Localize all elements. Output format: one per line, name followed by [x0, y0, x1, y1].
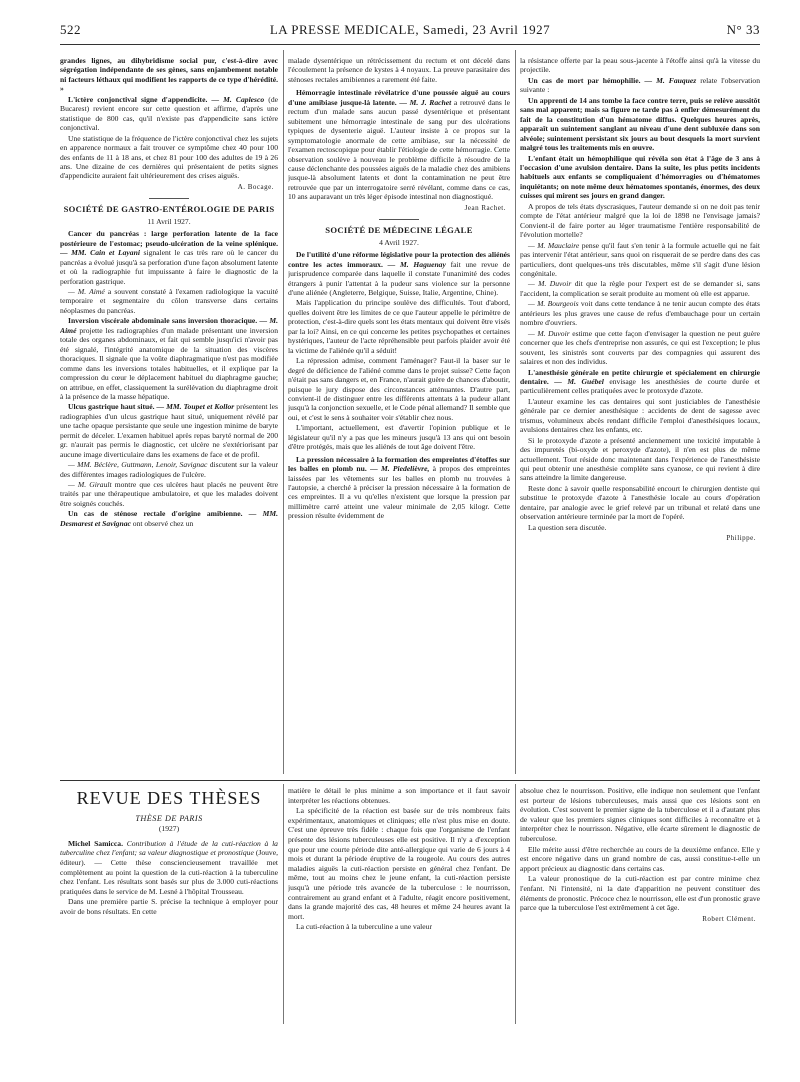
column-2 [288, 56, 510, 776]
paragraph: grandes lignes, au dihybridisme social pur, c'est-à-dire avec ségrégation indépendante de ses gènes, sans enjambement notable ni facteurs léthaux qui modifient les rapports de ce type d'hérédité. » [60, 56, 278, 94]
paragraph: Un apprenti de 14 ans tombe la face contre terre, puis se relève aussitôt sans mal apparent; mais sa figure ne tarde pas à enfler démesurément du fait de la constitution d'un hématome diffus. Quelques heures après, apparaît un suintement sanglant au niveau d'une dent subluxée dans son alvéole; suintement persistant six jours au bout desquels la mort survient malgré tous les traitements mis en œuvre. [520, 95, 760, 153]
theses-column-3 [520, 786, 760, 1026]
paragraph: Mais l'application du principe soulève des difficultés. Tout d'abord, quelles doivent être les limites de ce que l'auteur appelle le périmètre de protection, c'est-à-dire quels sont les états mentaux qui doivent être visés par la loi? Ainsi, en ce qui concerne les petites psychopathes et certaines hystériques, l'auteur de l'acte répréhensible peut parfois plaider avoir été la victime de l'aliénée qu'il a séduit! [288, 298, 510, 355]
theses-year: (1927) [158, 824, 180, 834]
author: — M. Duvoir [528, 328, 570, 338]
signature: Philippe. [726, 534, 756, 543]
article-title: Inversion viscérale abdominale sans inversion thoracique. [68, 316, 258, 326]
signature: Jean Rachet. [464, 203, 506, 212]
article-title: La pression nécessaire à la formation des empreintes d'étoffes sur les balles en plomb nu. [288, 454, 510, 474]
author: — M. Guébel [554, 376, 604, 386]
section-title: SOCIÉTÉ DE GASTRO-ENTÉROLOGIE DE PARIS [63, 204, 275, 215]
signature: Robert Clément. [702, 914, 756, 923]
author: — M. Mauclaire [528, 240, 580, 250]
paragraph: absolue chez le nourrisson. Positive, elle indique non seulement que l'enfant est porteur de lésions tuberculeuses, mais aussi que ces lésions sont en évolution. C'est souvent le premier signe de la tuberculose et il a d'autant plus de valeur que les premiers signes cliniques sont difficiles à reconnaître et à interpréter chez le nourrisson. Négative, elle écarte sûrement le diagnostic de tuberculose. [520, 786, 760, 843]
article-title: Un cas de mort par hémophilie. [528, 75, 641, 85]
paragraph [288, 455, 510, 521]
page-number: 522 [60, 22, 81, 37]
paragraph [520, 279, 760, 298]
column-divider [283, 784, 284, 1024]
paragraph [520, 329, 760, 367]
column-divider [515, 50, 516, 774]
paragraph [288, 250, 510, 297]
column-divider [515, 784, 516, 1024]
author: — M. Aimé [60, 316, 278, 335]
paragraph [60, 509, 278, 528]
paragraph: A propos de tels états dyscrasiques, l'auteur demande si on ne doit pas tenir compte de l'état antérieur malgré que la loi de 1898 ne l'envisage jamais? Convient-il de faire porter au léger traumatisme l'entière responsabilité de l'évolution mortelle? [520, 201, 760, 240]
author: — M. Girault [68, 480, 112, 490]
theses-column-2 [288, 786, 510, 1026]
article-title: Ulcus gastrique haut situé. [68, 402, 155, 412]
paragraph: La spécificité de la réaction est basée sur de très nombreux faits expérimentaux, anatomiques et cliniques; elle n'est plus mise en doute. C'est une épreuve très fidèle : chaque fois que l'organisme de l'enfant présente des lésions tuberculeuses elle est positive. Il n'y a d'exception que pour une courte période dite anté-allergique qui varie de 6 jours à 4 mois et durant la période éruptive de la rougeole. Au cours des autres maladies aiguës la cuti-réaction persiste en général chez l'enfant. De même, tout au moins chez le jeune enfant, la cuti-réaction persiste jusqu'à une période très avancée de la tuberculose : le nourrisson, contrairement au grand enfant et à l'adulte, réagit encore positivement, dans la grande majorité des cas, 48 heures et même 24 heures avant la mort. [288, 806, 510, 921]
section-date: 4 Avril 1927. [379, 237, 419, 247]
paragraph [520, 299, 760, 327]
author: — M. Bourgeois [528, 299, 579, 309]
article-body: a retrouvé dans le rectum d'un malade sans aucun passé dysentérique et présentant subitement une hémorragie intestinale de sang pur des ulcérations typiques de dysenterie aiguë. L'auteur insiste à ce propos sur la symptomatologie anormale de cette amibiase, sur la nécessité de l'examen rectoscopique pour établir l'étiologie de cette hémorragie. Cette observation soulève à nouveau le problème difficile à résoudre de la cause déclenchante des poussées aiguës de la maladie chez des amibiens jusque-là absolument latents et dont la contamination ne peut être retrouvée que par un interrogatoire serré révélant, comme dans ce cas, 10 ans auparavant un très léger épisode intestinal non diagnostiqué. [288, 97, 510, 202]
separator [149, 198, 189, 199]
article-body: a souvent constaté à l'examen radiologique la vacuité temporaire et segmentaire du côlon transverse dans certains néoplasmes du pancréas. [60, 286, 278, 315]
article-body: envisage les anesthésies de courte durée et particulièrement celles pratiquées avec le protoxyde d'azote. [520, 376, 760, 396]
paragraph [520, 76, 760, 95]
paragraph [60, 839, 278, 897]
article-body: (de Bucarest) revient encore sur cette question et affirme, d'après une statistique de 800 cas, qu'il n'existe pas d'appendicite sans ictère conjonctival. [60, 94, 278, 133]
paragraph: La question sera discutée. [528, 522, 607, 532]
author: — M. Fauquez [644, 75, 697, 85]
author: — M. Aimé [68, 286, 105, 296]
article-title: Cancer du pancréas : large perforation latente de la face postérieure de l'estomac; pseudo-ulcération de la veine splénique. [60, 229, 278, 248]
author: — M. Caplesco [211, 94, 265, 104]
signature: A. Bocage. [237, 182, 274, 191]
article-body: dit que la règle pour l'expert est de se demander si, sans l'accident, la complication se serait produite au moment où elle est apparue. [520, 279, 760, 298]
theses-subtitle: THÈSE DE PARIS [135, 813, 203, 823]
article-body: à propos des empreintes laissées par les vêtements sur les balles en plomb nu trouvées à l'autopsie, a cherché à préciser la pression nécessaire à la formation de ces empreintes. Il a vu qu'elles n'existent que lorsque la pression par millimètre carré atteint une valeur minimale de 2,05 kilogr. Cette pression résulte évidemment de [288, 464, 510, 521]
paragraph: L'auteur examine les cas dentaires qui sont justiciables de l'anesthésie générale par ce dernier anesthésique : accidents de dent de sagesse avec trismus, volumineux abcès rendant difficile l'emploi d'anesthésiques locaux, avulsions dentaires chez les enfants, etc. [520, 396, 760, 435]
paragraph: L'important, actuellement, est d'avertir l'opinion publique et le législateur qu'il n'y a pas que les mineurs jusqu'à 13 ans qui ont besoin d'être protégés, mais que les aliénés de tout âge doivent l'être. [288, 423, 510, 452]
paragraph: Dans une première partie S. précise la technique à employer pour avoir de bons résultats. En cette [60, 897, 278, 916]
column-divider [283, 50, 284, 774]
paragraph [520, 241, 760, 279]
paragraph [60, 460, 278, 479]
article-body: signalent le cas très rare où le cancer du pancréas a évolué jusqu'à sa perforation d'une façon absolument latente et où la radiographie fut impuissante à faire le diagnostic de la perforation gastrique. [60, 248, 278, 286]
article-body: estime que cette façon d'envisager la question ne peut guère concerner que les chefs d'entreprise non assurés, ce qui est l'exception; le plus souvent, les sinistrés sont couverts par des compagnies qui assurent des salaires et non des individus. [520, 328, 760, 367]
paragraph: L'enfant était un hémophilique qui révéla son état à l'âge de 3 ans à l'occasion d'une avulsion dentaire. Dans la suite, les plus petits incidents habituels aux enfants se compliquaient d'hémorragies ou d'hématomes inquiétants; on note même deux hématomes spontanés, énormes, des deux cuisses qui mirent ses jours en grand danger. [520, 153, 760, 201]
paragraph: malade dysentérique un rétrécissement du rectum et ont décelé dans l'écoulement la présence de kystes à 4 noyaux. La preuve parasitaire des sténoses rectales amibiennes a rarement été faite. [288, 56, 510, 84]
author: — M. Piedelièvre, [370, 464, 430, 474]
article-title: L'anesthésie générale en petite chirurgie et spécialement en chirurgie dentaire. [520, 367, 760, 386]
article-body: présentent les radiographies d'un ulcus gastrique haut situé, uniquement révélé par une tache opaque persistante que seule une ingestion minime de baryte permit de déceler. L'examen habituel après repas baryté normal de 200 gr. n'aurait pas permis le diagnostic, cet ulcère ne s'extériorisant par aucune image diverticulaire dans les examens de face et de profil. [60, 402, 278, 459]
paragraph: La valeur pronostique de la cuti-réaction est par contre minime chez l'enfant. Ni l'intensité, ni la date d'apparition ne peuvent constituer des éléments de pronostic. Précoce chez le nourrisson, elle est d'un pronostic grave parce que la tuberculose l'est extrêmement à cet âge. [520, 874, 760, 913]
separator [379, 219, 419, 220]
journal-title: LA PRESSE MEDICALE, Samedi, 23 Avril 1927 [269, 22, 551, 37]
article-body: (Jouve, éditeur). — Cette thèse consciencieusement travaillée met complètement au point la question de la cuti-réaction à la tuberculine chez l'enfant. Les résultats sont basés sur plus de 3.000 cuti-réactions pratiquées dans le service de M. Lesné à l'hôpital Trousseau. [60, 848, 278, 896]
paragraph: Si le protoxyde d'azote a présenté anciennement une toxicité imputable à des impuretés (bi-oxyde et peroxyde d'azote), il n'en est plus de même actuellement. Tout réside donc maintenant dans l'expérience de l'anesthésiste qui peut obtenir une anesthésie complète sans cyanose, ce qui revient à dire sans atteindre la limite dangereuse. [520, 435, 760, 483]
paragraph [60, 480, 278, 508]
paragraph: La répression admise, comment l'aménager? Faut-il la baser sur le degré de déficience de l'aliéné comme dans le projet suisse? Cette façon n'était pas sans dangers et, en France, n'aurait guère de chances d'aboutir, puisque le jury dispose des circonstances atténuantes. D'autre part, convient-il de distinguer entre les différents attentats à la pudeur allant jusqu'à la conjonction sexuelle, et le Code pénal allemand? Il semble que oui, et c'est le sens à souhaiter voir s'établir chez nous. [288, 356, 510, 422]
paragraph [60, 316, 278, 401]
thesis-title: Contribution à l'étude de la cuti-réaction à la tuberculine chez l'enfant; sa valeur diagnostique et pronostique [60, 838, 278, 858]
article-title: De l'utilité d'une réforme législative pour la protection des aliénés contre les actes immoraux. [288, 250, 510, 269]
paragraph [60, 287, 278, 315]
paragraph: La cuti-réaction à la tuberculine a une valeur [296, 922, 432, 932]
section-rule [60, 780, 760, 781]
article-body: voit dans cette tendance à ne tenir aucun compte des états antérieurs les plus graves une cause de refus d'embauchage pour un certain nombre d'ouvriers. [520, 299, 760, 328]
author: — M. J. Rachet [399, 97, 452, 107]
section-date: 11 Avril 1927. [147, 216, 191, 226]
paragraph: matière le détail le plus minime a son importance et il faut savoir interpréter les réactions obtenues. [288, 786, 510, 805]
section-title: SOCIÉTÉ DE MÉDECINE LÉGALE [325, 225, 473, 236]
paragraph: Elle mérite aussi d'être recherchée au cours de la deuxième enfance. Elle y est encore négative dans un grand nombre de cas, aussi constitue-t-elle un apport précieux au diagnostic dans certains cas. [520, 844, 760, 873]
article-body: fait une revue de jurisprudence comparée dans laquelle il constate l'unanimité des codes étrangers à punir l'attentat à la pudeur sans violence sur la personne d'une aliénée (Angleterre, Belgique, Suisse, Italie, Argentine, Chine). [288, 259, 510, 297]
author: — MM. Béclère, Guttmann, Lenoir, Savignac [68, 460, 208, 470]
author: — M. Haguenay [387, 259, 446, 269]
page-header [60, 22, 760, 42]
article-title: Un cas de sténose rectale d'origine amibienne. [68, 509, 243, 519]
header-rule [60, 44, 760, 45]
author: — MM. Desmarest et Savignac [60, 509, 278, 528]
article-body: ont observé chez un [130, 518, 194, 528]
article-body: montre que ces ulcères haut placés ne peuvent être traités par une thérapeutique ambulatoire, et que les malades doivent être soignés couchés. [60, 480, 278, 508]
article-body: projette les radiographies d'un malade présentant une inversion totale des organes abdominaux, et fait qui semble jusqu'ici n'avoir pas été signalé, l'intégrité anatomique de la situation des viscères thoraciques. Il signale que la voûte diaphragmatique n'est pas modifiée comme dans les inversions totales habituelles, et il explique par la compression du cœur le déplacement habituel du diaphragme gauche; on attribue, en effet, classiquement la surélévation du diaphragme droit à la présence de la masse hépatique. [60, 325, 278, 401]
article-title: Hémorragie intestinale révélatrice d'une poussée aiguë au cours d'une amibiase jusque-là latente. [288, 88, 510, 107]
author: — M. Duvoir [528, 279, 572, 289]
issue-number: N° 33 [726, 22, 760, 37]
paragraph: Une statistique de la fréquence de l'ictère conjonctival chez les sujets en apparence normaux a fait trouver ce symptôme chez 40 pour 100 des enfants de 11 à 18 ans, et chez 81 pour 100 des adultes de 19 à 26 ans. Une dizaine de ces dernières qui présentaient de petits signes d'appendicite auraient fait ultérieurement des crises aiguës. [60, 133, 278, 181]
paragraph: la résistance offerte par la peau sous-jacente à l'étoffe ainsi qu'à la vitesse du projectile. [520, 56, 760, 75]
theses-column-1 [60, 786, 278, 1026]
author: Michel Samicca. [68, 838, 123, 848]
column-3 [520, 56, 760, 776]
paragraph [60, 95, 278, 133]
paragraph [60, 402, 278, 459]
article-body: pense qu'il faut s'en tenir à la formule actuelle qui ne fait pas intervenir l'état antérieur, sans quoi on risquerait de se perdre dans des cas particuliers, dont quelques-uns très discutables, même s'il s'agit d'une lésion congénitale. [520, 240, 760, 278]
paragraph: Reste donc à savoir quelle responsabilité encourt le chirurgien dentiste qui substitue le protoxyde d'azote à l'anesthésie locale au cours d'opération dentaire, par analogie avec le grief relevé par un tribunal et relaté dans une observation antérieure terminée par la mort de l'opéré. [520, 483, 760, 522]
article-title: L'ictère conjonctival signe d'appendicite. [68, 94, 208, 104]
paragraph [288, 88, 510, 201]
article-body: discutent sur la valeur des différentes images radiologiques de l'ulcère. [60, 460, 278, 479]
article-body: relate l'observation suivante : [520, 75, 760, 95]
theses-title: REVUE DES THÈSES [76, 788, 262, 808]
author: — MM. Cain et Layani [60, 248, 140, 258]
author: — MM. Toupet et Kollor [156, 402, 235, 412]
paragraph [60, 229, 278, 286]
paragraph [520, 368, 760, 396]
column-1 [60, 56, 278, 776]
